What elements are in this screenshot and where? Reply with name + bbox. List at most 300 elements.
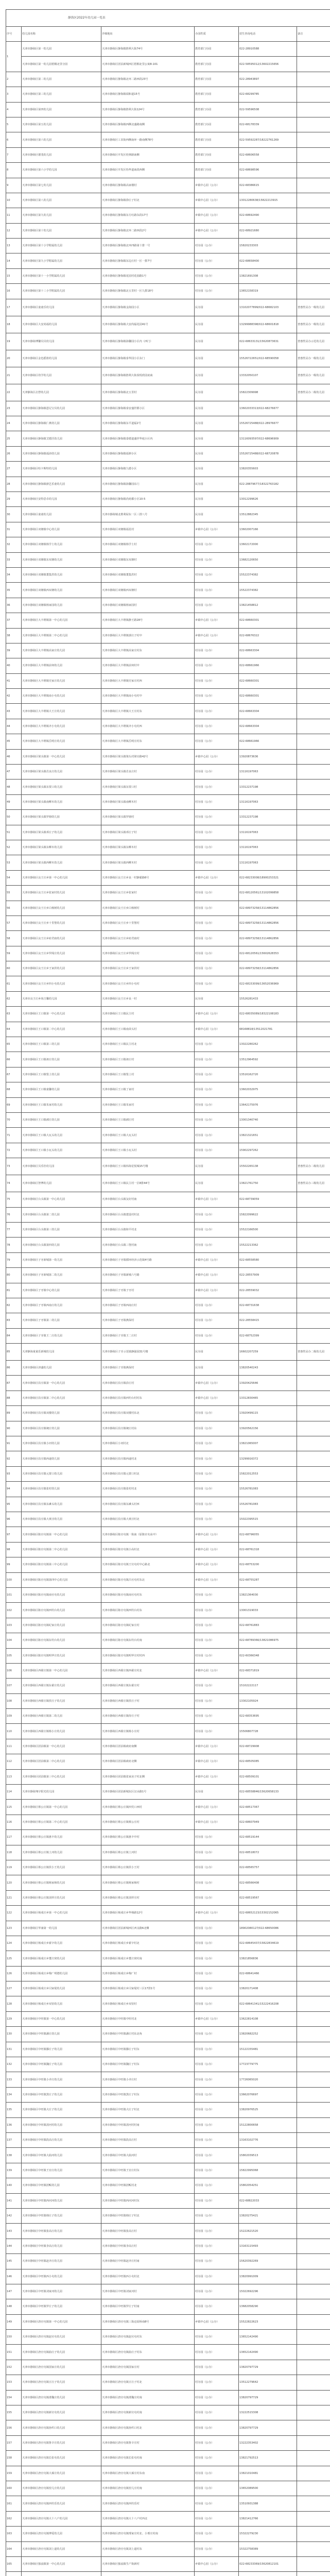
table-row (6, 689, 330, 704)
cell-phone: 022-68973258/13114862856 (239, 961, 297, 976)
table-row (6, 1497, 330, 1512)
cell-kindergarten-name: 天津市静海区团泊镇第三中心幼儿园 (22, 1769, 101, 1784)
table-row (6, 2269, 330, 2284)
table-row (6, 2163, 330, 2178)
cell-row-number: 30 (6, 507, 22, 522)
cell-kindergarten-name: 天津市静海区唐官屯镇窑儿庄幼儿园 (22, 2481, 101, 2496)
cell-school-type: 民办园 (195, 316, 239, 333)
cell-row-number: 2 (6, 72, 22, 87)
cell-kindergarten-name: 天津市静海区蔡公庄镇土河幼儿园 (22, 1845, 101, 1860)
cell-kindergarten-name: 天津市静海区西翟庄镇东翟庄幼儿园 (22, 1679, 101, 1693)
cell-kindergarten-name: 天津市静海区双塘镇杨家园幼儿园 (22, 598, 101, 613)
cell-address: 天津市静海区唐官屯镇新官屯村南 (101, 2405, 195, 2420)
cell-phone: 022-68752399 (239, 1328, 297, 1343)
table-row (6, 537, 330, 552)
cell-remark (297, 193, 330, 208)
table-row (6, 477, 330, 492)
cell-row-number: 39 (6, 643, 22, 658)
cell-kindergarten-name: 天津市静海区第十幼儿园 (22, 223, 101, 238)
cell-row-number: 47 (6, 765, 22, 779)
cell-remark (297, 2269, 330, 2284)
cell-phone: 13662076697 (239, 2087, 297, 2102)
table-row (6, 779, 330, 794)
cell-phone: 022-68353695 (239, 1709, 297, 1724)
cell-school-type: 村办园（公办） (195, 765, 239, 779)
cell-school-type: 村办园（公办） (195, 2420, 239, 2435)
cell-address: 天津市静海区静海镇胜利大街泰悦欣园底商 (101, 367, 195, 384)
cell-remark (297, 1603, 330, 1618)
cell-row-number: 67 (6, 1067, 22, 1082)
table-row (6, 2011, 330, 2026)
cell-remark: 普惠性民办示范幼儿园 (297, 333, 330, 350)
cell-phone: 15902297262 (239, 1143, 297, 1158)
cell-kindergarten-name: 天津市静海区沿庄镇西递幼儿园 (22, 1451, 101, 1466)
cell-school-type: 村办园（公办） (195, 2375, 239, 2390)
cell-phone: 022-68566408 (239, 1875, 297, 1890)
cell-kindergarten-name: 天津市静海翔宇阳光幼儿园 (22, 1785, 101, 1800)
cell-address: 天津市静海区中旺镇潘庄村东北角 (101, 2027, 195, 2042)
cell-row-number: 10 (6, 193, 22, 208)
cell-school-type: 村办园（公办） (195, 2496, 239, 2511)
cell-school-type: 乡镇中心园（公办） (195, 193, 239, 208)
cell-remark (297, 961, 330, 976)
cell-school-type: 村办园（公办） (195, 794, 239, 809)
table-row (6, 2481, 330, 2496)
table-row (6, 2284, 330, 2299)
cell-address: 天津市静海区沿庄镇元蒙口村北 (101, 1466, 195, 1481)
cell-address: 天津市静海区团泊镇张家房子村北侧 (101, 1769, 195, 1784)
cell-remark (297, 1113, 330, 1128)
cell-address: 天津市静海区沿庄镇西钓台村村东 (101, 1391, 195, 1405)
cell-address: 天津市静海区沿庄镇统庄村东 (101, 1421, 195, 1436)
cell-school-type: 民办园 (195, 1785, 239, 1800)
cell-remark (297, 810, 330, 825)
cell-remark (297, 2511, 330, 2526)
cell-remark (297, 870, 330, 885)
cell-remark: 普惠性民办一级幼儿园 (297, 367, 330, 384)
cell-phone: 022-68761883 (239, 1618, 297, 1633)
cell-kindergarten-name: 天津市静海区唐官屯镇孙织口幼儿园 (22, 2420, 101, 2435)
cell-row-number: 66 (6, 1052, 22, 1067)
cell-address (101, 2572, 195, 2576)
cell-phone: 022-28558415 (239, 1313, 297, 1328)
cell-row-number: 93 (6, 1466, 22, 1481)
table-row (6, 946, 330, 961)
cell-school-type: 村办园（公办） (195, 2284, 239, 2299)
table-row (6, 1143, 330, 1158)
table-row (6, 840, 330, 855)
cell-phone: 13022280262 (239, 1037, 297, 1052)
cell-remark (297, 1052, 330, 1067)
cell-phone: 15526725488/022-28976677 (239, 416, 297, 431)
cell-phone: 15522822623 (239, 2314, 297, 2329)
cell-kindergarten-name: 天津市静海区双塘镇董集洪幼儿园 (22, 567, 101, 582)
cell-row-number: 115 (6, 1800, 22, 1815)
cell-row-number: 110 (6, 1724, 22, 1739)
table-row (6, 1845, 330, 1860)
cell-phone: 022-68660301 (239, 689, 297, 704)
cell-school-type: 民办园 (195, 446, 239, 461)
cell-school-type: 村办园（公办） (195, 598, 239, 613)
cell-remark (297, 1128, 330, 1143)
cell-kindergarten-name: 天津市静海区蔡公庄镇第二中心幼儿园 (22, 1815, 101, 1829)
cell-phone: 13920499115 (239, 1406, 297, 1421)
table-row (6, 567, 330, 582)
table-row (6, 1512, 330, 1527)
cell-address: 天津市静海区子牙镇王二庄村 (101, 1328, 195, 1343)
cell-row-number: 101 (6, 1587, 22, 1602)
cell-row-number: 37 (6, 613, 22, 628)
cell-row-number: 61 (6, 976, 22, 991)
cell-address: 天津市静海区双塘镇东双塘村 (101, 552, 195, 567)
cell-remark (297, 1769, 330, 1784)
cell-row-number: 132 (6, 2057, 22, 2072)
cell-row-number: 83 (6, 1313, 22, 1328)
cell-kindergarten-name: 天津市静海区蔡公庄镇惠丰幼儿园 (22, 1830, 101, 1845)
cell-phone: 13001340740 (239, 1113, 297, 1128)
cell-kindergarten-name: 天津市静海区唐官屯镇长张屯幼儿园 (22, 2451, 101, 2466)
cell-address: 天津市静海区杨成庄乡梅厂村 (101, 1966, 195, 1981)
table-row (6, 961, 330, 976)
cell-phone: 16602207259 (239, 1344, 297, 1361)
cell-phone: 022-58595012/13602215656 (239, 57, 297, 72)
cell-row-number: 31 (6, 522, 22, 537)
cell-remark (297, 1097, 330, 1112)
table-row (6, 223, 330, 238)
cell-school-type: 村办园（公办） (195, 961, 239, 976)
cell-school-type: 乡镇中心园（公办） (195, 1268, 239, 1283)
cell-address: 天津市静海区静海镇花园村花园路1号 (101, 268, 195, 283)
cell-school-type: 村办园（公办） (195, 2527, 239, 2541)
cell-address: 天津市静海区静海镇北环二路西段2号 (101, 223, 195, 238)
table-header-row (6, 27, 330, 42)
cell-row-number: 52 (6, 840, 22, 855)
cell-address: 天津市静海区子牙镇循环经济示范镇4号路 (101, 1252, 195, 1267)
table-row (6, 719, 330, 734)
cell-phone: 13820682252 (239, 2027, 297, 2042)
cell-phone: 022-68921680 (239, 223, 297, 238)
table-row (6, 2360, 330, 2375)
table-row (6, 462, 330, 477)
cell-address: 天津市静海区静海镇瑞和道15号 (101, 87, 195, 102)
cell-school-type: 民办园 (195, 492, 239, 506)
cell-address: 天津市静海区唐官屯镇滑魏庄村南 (101, 2390, 195, 2405)
cell-school-type: 乡镇中心园（公办） (195, 1754, 239, 1769)
cell-address: 天津市静海区双塘镇董集洪村 (101, 567, 195, 582)
cell-remark (297, 2527, 330, 2541)
cell-row-number: 152 (6, 2360, 22, 2375)
cell-address: 天津市静海区良王庄乡十里堡村 (101, 916, 195, 930)
table-row (6, 1436, 330, 1451)
cell-row-number: 138 (6, 2148, 22, 2163)
cell-row-number: 151 (6, 2345, 22, 2360)
cell-address: 天津市静海区中旺镇韩庄子村北 (101, 2208, 195, 2223)
cell-phone: 15102222117 (239, 1679, 297, 1693)
cell-school-type: 村办园（公办） (195, 2405, 239, 2420)
cell-school-type: 教育部门办园 (195, 132, 239, 147)
cell-school-type: 民办园 (195, 1175, 239, 1192)
header-type: 办园性质 (195, 27, 239, 42)
cell-phone: 13302105924 (239, 1693, 297, 1708)
cell-phone: 13821321651 (239, 1128, 297, 1143)
table-row (6, 299, 330, 316)
cell-row-number: 27 (6, 462, 22, 477)
cell-row-number: 114 (6, 1785, 22, 1800)
table-row (6, 1966, 330, 1981)
cell-kindergarten-name: 天津市静海区杨成庄乡闫家堤幼儿园 (22, 1981, 101, 1996)
cell-phone: 13001319033 (239, 1603, 297, 1618)
cell-row-number: 44 (6, 719, 22, 734)
cell-phone: 13116197063 (239, 840, 297, 855)
cell-address: 天津市静海区梁头镇南柳木村 (101, 794, 195, 809)
cell-address: 天津市静海区大丰堆镇齐小屯村西 (101, 719, 195, 734)
cell-school-type: 村办园（公办） (195, 1512, 239, 1527)
cell-phone: 022-68663304 (239, 719, 297, 734)
cell-row-number: 54 (6, 870, 22, 885)
cell-phone: 13821761750 (239, 1175, 297, 1192)
table-row (6, 1830, 330, 1845)
cell-row-number: 56 (6, 901, 22, 916)
cell-remark (297, 689, 330, 704)
table-row (6, 1238, 330, 1252)
cell-address: 天津市静海区唐官屯镇三街迈原桥南8号 (101, 2314, 195, 2329)
cell-phone: 022-59592287/18222761269 (239, 132, 297, 147)
cell-school-type: 民办园 (195, 477, 239, 492)
cell-remark (297, 643, 330, 658)
cell-phone: 022-68386615 (239, 178, 297, 193)
table-row (6, 1007, 330, 1022)
cell-kindergarten-name: 天津市静海区沿庄镇第一中心幼儿园 (22, 1376, 101, 1391)
table-row (6, 1754, 330, 1769)
table-row (6, 316, 330, 333)
cell-phone: 13820976525 (239, 2103, 297, 2117)
cell-school-type: 乡镇中心园（公办） (195, 613, 239, 628)
cell-kindergarten-name: 天津市良王庄乡尚吉馨幼儿园 (22, 991, 101, 1006)
cell-school-type: 乡镇中心园（公办） (195, 1022, 239, 1037)
cell-kindergarten-name: 天津市静海区静海镇恩尼宝贝幼儿园 (22, 401, 101, 416)
cell-row-number: 117 (6, 1830, 22, 1845)
cell-address: 天津市静海区杨成庄乡董庄窝村南 (101, 1951, 195, 1966)
cell-school-type: 村办园（公办） (195, 1328, 239, 1343)
cell-phone: 15522374382 (239, 567, 297, 582)
cell-school-type: 乡镇中心园（公办） (195, 1769, 239, 1784)
cell-school-type: 村办园（公办） (195, 2224, 239, 2239)
cell-school-type: 村办园（公办） (195, 734, 239, 749)
table-row (6, 1739, 330, 1754)
cell-address: 天津市静海区台头镇建设村村北 (101, 1207, 195, 1222)
cell-kindergarten-name: 天津市静海区大安尚福幼儿园 (22, 316, 101, 333)
cell-remark (297, 825, 330, 840)
cell-address: 天津市静海镇北胜利屋东一区三排八号 (101, 507, 195, 522)
cell-row-number: 20 (6, 350, 22, 367)
cell-school-type: 村办园（公办） (195, 1618, 239, 1633)
cell-school-type: 乡镇中心园（公办） (195, 628, 239, 643)
cell-phone: 13820355603 (239, 462, 297, 477)
cell-school-type: 村办园（公办） (195, 2133, 239, 2148)
cell-phone: 13116093597/022-68696909 (239, 431, 297, 446)
cell-phone: 022-68120561/15602628353 (239, 946, 297, 961)
table-row (6, 1860, 330, 1875)
cell-remark (297, 239, 330, 253)
table-row (6, 2299, 330, 2314)
cell-row-number: 85 (6, 1344, 22, 1361)
cell-kindergarten-name: 天津市静海区陈官屯镇东钓台幼儿园 (22, 1633, 101, 1648)
table-row (6, 1769, 330, 1784)
table-row (6, 2330, 330, 2345)
cell-school-type: 村办园（公办） (195, 2481, 239, 2496)
cell-row-number: 158 (6, 2451, 22, 2466)
cell-kindergarten-name: 天津市静海区唐官屯镇滑魏庄幼儿园 (22, 2390, 101, 2405)
cell-row-number: 122 (6, 1906, 22, 1921)
cell-row-number: 149 (6, 2314, 22, 2329)
cell-phone: 13116197063 (239, 794, 297, 809)
cell-phone: 022-68519144 (239, 1830, 297, 1845)
cell-remark (297, 779, 330, 794)
table-row (6, 2193, 330, 2208)
cell-phone: 022-68607949 (239, 1815, 297, 1829)
cell-school-type: 乡镇中心园（公办） (195, 1906, 239, 1921)
cell-phone: 022-28879677/18322763182 (239, 477, 297, 492)
cell-school-type: 民办园 (195, 462, 239, 477)
cell-school-type: 村办园（公办） (195, 1921, 239, 1936)
table-row (6, 72, 330, 87)
table-row (6, 2224, 330, 2239)
header-phone: 招生咨询电话 (239, 27, 297, 42)
cell-phone: 022-68692490 (239, 208, 297, 223)
cell-row-number: 1 (6, 42, 22, 72)
cell-school-type: 村办园（公办） (195, 1996, 239, 2011)
table-row (6, 178, 330, 193)
cell-row-number: 55 (6, 886, 22, 901)
cell-kindergarten-name: 天津市静海区第十小学附属幼儿园 (22, 239, 101, 253)
cell-remark (297, 2556, 330, 2571)
cell-school-type: 村办园（公办） (195, 1497, 239, 1512)
cell-phone: 022-68035089/18322108183 (239, 1007, 297, 1022)
cell-row-number: 148 (6, 2299, 22, 2314)
cell-kindergarten-name: 天津市静海区良王庄乡四小屯幼儿园 (22, 976, 101, 991)
cell-phone: 022-68658400 (239, 253, 297, 268)
cell-remark (297, 2208, 330, 2223)
cell-address: 天津市静海区独流镇生产街新村 (101, 2556, 195, 2571)
cell-remark (297, 2072, 330, 2087)
cell-phone: 15822995068 (239, 2163, 297, 2178)
table-row (6, 1890, 330, 1905)
table-row (6, 2042, 330, 2057)
cell-remark (297, 2299, 330, 2314)
table-title: 静海区2022年幼儿园一览表 (6, 10, 330, 27)
cell-row-number: 14 (6, 253, 22, 268)
table-row (6, 2496, 330, 2511)
cell-row-number: 124 (6, 1936, 22, 1951)
table-row (6, 431, 330, 446)
cell-school-type: 村办园（公办） (195, 2042, 239, 2057)
cell-row-number: 76 (6, 1207, 22, 1222)
cell-kindergarten-name: 天津市静海区第二幼儿园 (22, 72, 101, 87)
cell-kindergarten-name: 天津市静海区中旺镇赵齐庄幼儿园 (22, 2254, 101, 2269)
cell-school-type: 村办园（公办） (195, 537, 239, 552)
cell-school-type: 乡镇中心园（公办） (195, 1800, 239, 1815)
cell-row-number: 35 (6, 583, 22, 598)
cell-phone: 13652142490 (239, 2330, 297, 2345)
cell-remark (297, 1406, 330, 1421)
cell-remark (297, 2087, 330, 2102)
cell-row-number: 51 (6, 825, 22, 840)
cell-school-type: 村办园（公办） (195, 2103, 239, 2117)
cell-phone: 13102077899/022-68682103 (239, 299, 297, 316)
cell-kindergarten-name: 天津市静海区第九幼儿园 (22, 208, 101, 223)
cell-address: 天津市静海区蔡公庄镇四党口西村 (101, 1800, 195, 1815)
cell-row-number: 133 (6, 2072, 22, 2087)
cell-kindergarten-name: 天津市静海区唐官屯镇西钓乐幼儿园 (22, 2496, 101, 2511)
cell-kindergarten-name: 天津市静海区良王庄乡白杨树幼儿园 (22, 901, 101, 916)
cell-row-number: 162 (6, 2511, 22, 2526)
cell-remark (297, 1557, 330, 1572)
cell-kindergarten-name: 天津市静海区智博幼儿园 (22, 1175, 101, 1192)
cell-address: 天津市静海区良王庄乡四小屯村 (101, 976, 195, 991)
cell-kindergarten-name: 天津市静海区梁头镇东贾口幼儿园 (22, 779, 101, 794)
cell-phone: 13820991009 (239, 2269, 297, 2284)
cell-school-type: 民办园 (195, 1361, 239, 1376)
cell-school-type: 村办园（公办） (195, 976, 239, 991)
cell-address: 天津市静海区中旺镇小齐庄村 (101, 2072, 195, 2087)
cell-address: 天津市静海区西翟庄镇侍庄子村 (101, 1709, 195, 1724)
table-row (6, 1283, 330, 1298)
cell-address: 天津市静海区工农街西侧南环一路南侧78号 (101, 132, 195, 147)
cell-school-type: 村办园（公办） (195, 1313, 239, 1328)
cell-school-type: 村办园（公办） (195, 1724, 239, 1739)
cell-address: 天津市静海区双塘镇杨学士村 (101, 537, 195, 552)
cell-phone: 022-68663304 (239, 704, 297, 719)
cell-row-number: 134 (6, 2087, 22, 2102)
cell-remark (297, 734, 330, 749)
cell-school-type: 村办园（公办） (195, 946, 239, 961)
cell-row-number: 34 (6, 567, 22, 582)
cell-kindergarten-name: 天津市静海区杨成庄乡第一中心幼儿园 (22, 1906, 101, 1921)
cell-remark (297, 2541, 330, 2556)
cell-phone: 13820797729 (239, 2390, 297, 2405)
table-row (6, 1906, 330, 1921)
cell-school-type: 民办园 (195, 1344, 239, 1361)
cell-kindergarten-name: 天津市静海区唐官屯镇赵官屯幼儿园 (22, 2330, 101, 2345)
cell-row-number: 140 (6, 2178, 22, 2193)
table-row (6, 1421, 330, 1436)
cell-phone: 022-68973258/13114862856 (239, 901, 297, 916)
cell-address: 天津市静海区良王庄乡良一村 (101, 991, 195, 1006)
table-row (6, 102, 330, 117)
cell-address: 天津市静海区杨成庄乡华杨路12号 (101, 1906, 195, 1921)
cell-phone: 022-28943897 (239, 72, 297, 87)
cell-phone: 13116197063 (239, 765, 297, 779)
header-name: 幼儿园名称 (22, 27, 101, 42)
cell-phone (239, 2572, 297, 2576)
cell-phone: 15526781083 (239, 1482, 297, 1497)
cell-row-number: 24 (6, 416, 22, 431)
table-row (6, 1298, 330, 1313)
table-row (6, 507, 330, 522)
cell-phone: 022-68731638 (239, 1298, 297, 1313)
table-row (6, 2239, 330, 2253)
cell-phone: 15822309998 (239, 384, 297, 401)
cell-school-type: 村办园（公办） (195, 1406, 239, 1421)
cell-kindergarten-name: 天津市静海区唐官屯镇博爱幼儿园 (22, 2527, 101, 2541)
table-row (6, 208, 330, 223)
cell-kindergarten-name: 天津市静海区王口镇祖庄幼儿园 (22, 1052, 101, 1067)
cell-remark (297, 2193, 330, 2208)
cell-phone: 022-68761318 (239, 1542, 297, 1557)
table-row (6, 1022, 330, 1037)
cell-row-number: 17 (6, 299, 22, 316)
cell-phone: 13652142490 (239, 2345, 297, 2360)
